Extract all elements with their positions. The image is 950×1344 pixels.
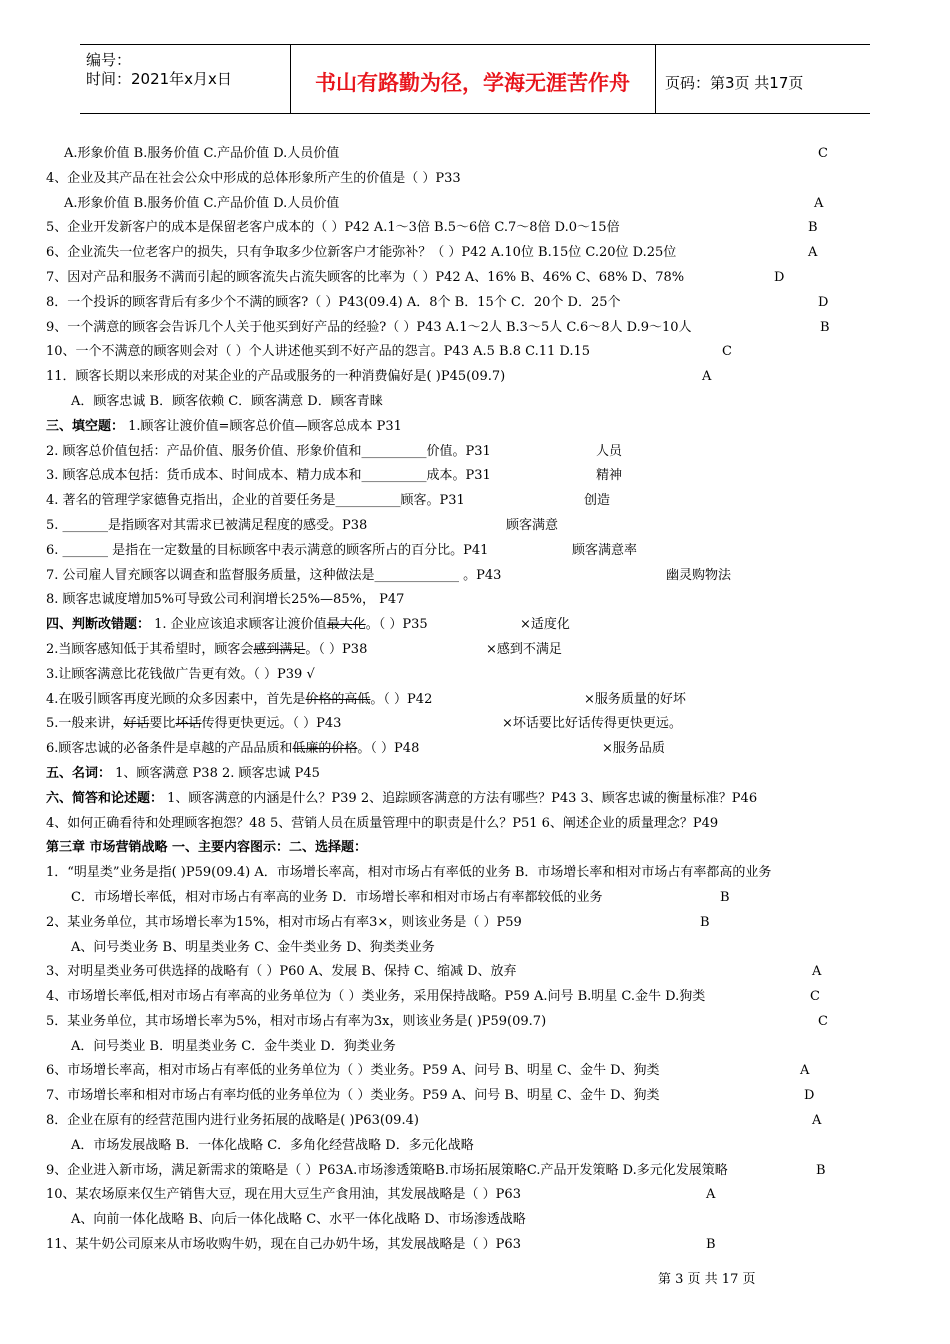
question-line <box>46 762 916 787</box>
answer-key: 人员 <box>596 443 623 459</box>
answer-key: C <box>810 989 820 1005</box>
question-text: 6.顾客忠诚的必备条件是卓越的产品品质和低廉的价格。（ ）P48 <box>46 741 420 757</box>
question-line <box>46 241 916 266</box>
page-header <box>80 44 870 114</box>
question-text: 2、某业务单位，其市场增长率为15%，相对市场占有率3×，则该业务是（ ）P59 <box>46 914 522 930</box>
time-label: 时间：2021年x月x日 <box>86 70 232 88</box>
question-line <box>46 1183 916 1208</box>
question-line <box>46 415 916 440</box>
question-line <box>46 1159 916 1184</box>
question-line <box>46 787 916 812</box>
answer-key: A <box>812 964 822 980</box>
header-info <box>86 51 232 89</box>
answer-key: 创造 <box>584 493 611 509</box>
question-text: 三、填空题： 1.顾客让渡价值=顾客总价值—顾客总成本 P31 <box>46 418 402 434</box>
answer-key: A <box>800 1063 810 1079</box>
question-line <box>46 192 916 217</box>
answer-key: A <box>808 245 818 261</box>
question-text: 3、对明星类业务可供选择的战略有（ ）P60 A、发展 B、保持 C、缩减 D、放弃 <box>46 964 517 980</box>
question-line <box>46 663 916 688</box>
answer-key: B <box>700 914 710 930</box>
answer-key: ×适度化 <box>520 617 570 633</box>
answer-key: ×感到不满足 <box>486 641 562 657</box>
question-line <box>46 316 916 341</box>
answer-key: 顾客满意 <box>506 517 559 533</box>
answer-key: B <box>808 220 818 236</box>
question-line <box>46 1084 916 1109</box>
answer-key: ×服务质量的好坏 <box>584 691 686 707</box>
question-text: 11．顾客长期以来形成的对某企业的产品或服务的一种消费偏好是( )P45(09.7) <box>46 369 506 385</box>
question-line <box>46 390 916 415</box>
question-text: A．市场发展战略 B．一体化战略 C．多角化经营战略 D．多元化战略 <box>71 1137 474 1153</box>
question-text: 3. 顾客总成本包括：货币成本、时间成本、精力成本和__________成本。P31 <box>46 468 491 484</box>
question-line <box>46 1208 916 1233</box>
question-text: A、问号类业务 B、明星类业务 C、金牛类业务 D、狗类类业务 <box>71 939 435 955</box>
question-line <box>46 812 916 837</box>
answer-key: A <box>706 1187 716 1203</box>
question-text: 10、某农场原来仅生产销售大豆，现在用大豆生产食用油，其发展战略是（ ）P63 <box>46 1187 521 1203</box>
header-divider <box>655 45 656 113</box>
question-text: 2.当顾客感知低于其希望时，顾客会感到满足。（ ）P38 <box>46 641 368 657</box>
question-text: 9、企业进入新市场，满足新需求的策略是（ ）P63A.市场渗透策略B.市场拓展策略C.产品开发策略 D.多元化发展策略 <box>46 1162 728 1178</box>
question-text: A、向前一体化战略 B、向后一体化战略 C、水平一体化战略 D、市场渗透战略 <box>71 1212 526 1228</box>
question-text: 5. _______是指顾客对其需求已被满足程度的感受。P38 <box>46 517 368 533</box>
question-text: 6. _______ 是指在一定数量的目标顾客中表示满意的顾客所占的百分比。P41 <box>46 542 489 558</box>
question-text: 10、一个不满意的顾客则会对（ ）个人讲述他买到不好产品的怨言。P43 A.5 B.8 C.11 D.15 <box>46 344 591 360</box>
answer-key: A <box>814 195 824 211</box>
question-text: 五、名词： 1、顾客满意 P38 2. 顾客忠诚 P45 <box>46 765 320 781</box>
header-motto: 书山有路勤为径，学海无涯苦作舟 <box>315 71 630 95</box>
question-text: 6、市场增长率高，相对市场占有率低的业务单位为（ ）类业务。P59 A、问号 B、明星 C、金牛 D、狗类 <box>46 1063 660 1079</box>
question-text: 4、企业及其产品在社会公众中形成的总体形象所产生的价值是（ ）P33 <box>46 170 461 186</box>
question-text: 6、企业流失一位老客户的损失，只有争取多少位新客户才能弥补？（ ）P42 A.10位 B.15位 C.20位 D.25位 <box>46 245 677 261</box>
answer-key: ×服务品质 <box>602 741 665 757</box>
question-line <box>46 266 916 291</box>
question-line <box>46 365 916 390</box>
question-line <box>46 1010 916 1035</box>
question-line <box>46 960 916 985</box>
question-text: 7、因对产品和服务不满而引起的顾客流失占流失顾客的比率为（ ）P42 A、16% B、46% C、68% D、78% <box>46 269 685 285</box>
question-line <box>46 688 916 713</box>
question-text: 5.一般来讲，好话要比坏话传得更快更远。（ ）P43 <box>46 716 342 732</box>
answer-key: C <box>722 344 732 360</box>
question-text: 5、企业开发新客户的成本是保留老客户成本的（ ）P42 A.1～3倍 B.5～6倍 C.7～8倍 D.0～15倍 <box>46 220 620 236</box>
header-page-number: 页码：第3页 共17页 <box>665 74 804 92</box>
question-line <box>46 464 916 489</box>
question-line <box>46 340 916 365</box>
answer-key: D <box>804 1088 815 1104</box>
question-text: 7、市场增长率和相对市场占有率均低的业务单位为（ ）类业务。P59 A、问号 B、明星 C、金牛 D、狗类 <box>46 1088 660 1104</box>
question-text: 4.在吸引顾客再度光顾的众多因素中，首先是价格的高低。（ ）P42 <box>46 691 433 707</box>
question-line <box>46 588 916 613</box>
answer-key: B <box>720 889 730 905</box>
question-text: 4、市场增长率低,相对市场占有率高的业务单位为（ ）类业务，采用保持战略。P59 A.问号 B.明星 C.金牛 D.狗类 <box>46 989 706 1005</box>
question-line <box>46 291 916 316</box>
question-line <box>46 911 916 936</box>
question-text: C．市场增长率低，相对市场占有率高的业务 D．市场增长率和相对市场占有率都较低的业务 <box>71 889 603 905</box>
question-text: 4. 著名的管理学家德鲁克指出，企业的首要任务是__________顾客。P31 <box>46 493 465 509</box>
question-text: 第三章 市场营销战略 一、主要内容图示：二、选择题： <box>46 840 368 856</box>
question-text: 5．某业务单位，其市场增长率为5%，相对市场占有率为3x，则该业务是( )P59(09.7) <box>46 1013 547 1029</box>
question-line <box>46 985 916 1010</box>
question-line <box>46 216 916 241</box>
question-text: 4、如何正确看待和处理顾客抱怨？48 5、营销人员在质量管理中的职责是什么？P51 6、阐述企业的质量理念？P49 <box>46 815 719 831</box>
question-text: 1．“明星类”业务是指( )P59(09.4) A．市场增长率高，相对市场占有率低的业务 B．市场增长率和相对市场占有率都高的业务 <box>46 865 772 881</box>
answer-key: A <box>702 369 712 385</box>
answer-key: B <box>706 1237 716 1253</box>
answer-key: D <box>774 269 785 285</box>
question-text: 9、一个满意的顾客会告诉几个人关于他买到好产品的经验?（ ）P43 A.1～2人 B.3～5人 C.6～8人 D.9～10人 <box>46 319 692 335</box>
answer-key: A <box>812 1113 822 1129</box>
question-text: 11、某牛奶公司原来从市场收购牛奶，现在自己办奶牛场，其发展战略是（ ）P63 <box>46 1237 521 1253</box>
question-line <box>46 167 916 192</box>
answer-key: B <box>820 319 830 335</box>
question-line <box>46 1134 916 1159</box>
answer-key: B <box>816 1162 826 1178</box>
answer-key: C <box>818 146 828 161</box>
question-line <box>46 936 916 961</box>
answer-key: 精神 <box>596 468 623 484</box>
answer-key: 幽灵购物法 <box>666 567 732 583</box>
question-line <box>46 539 916 564</box>
question-line <box>46 638 916 663</box>
question-text: A．问号类业 B．明星类业务 C．金牛类业 D．狗类业务 <box>71 1038 396 1054</box>
question-text: A．顾客忠诚 B．顾客依赖 C．顾客满意 D．顾客青睐 <box>71 393 383 409</box>
question-line <box>46 836 916 861</box>
question-line <box>46 1233 916 1258</box>
question-line <box>46 440 916 465</box>
question-line <box>46 861 916 886</box>
question-line <box>46 489 916 514</box>
question-text: 8. 顾客忠诚度增加5%可导致公司利润增长25%—85%， P47 <box>46 592 405 608</box>
answer-key: ×坏话要比好话传得更快更远。 <box>502 716 682 732</box>
document-body <box>46 142 916 1258</box>
answer-key: C <box>818 1013 828 1029</box>
question-text: 六、简答和论述题： 1、顾客满意的内涵是什么？P39 2、追踪顾客满意的方法有哪些？P43 3、顾客忠诚的衡量标准？P46 <box>46 790 758 806</box>
serial-label: 编号： <box>86 51 132 69</box>
question-line <box>46 886 916 911</box>
question-text: 7. 公司雇人冒充顾客以调查和监督服务质量，这种做法是_____________ 。P43 <box>46 567 502 583</box>
question-line <box>46 1035 916 1060</box>
question-text: A.形象价值 B.服务价值 C.产品价值 D.人员价值 <box>64 195 340 211</box>
question-line <box>46 514 916 539</box>
question-line <box>46 1059 916 1084</box>
question-line <box>46 1109 916 1134</box>
question-text: 2. 顾客总价值包括：产品价值、服务价值、形象价值和__________价值。P31 <box>46 443 491 459</box>
question-line <box>46 712 916 737</box>
question-line <box>46 613 916 638</box>
question-text: A.形象价值 B.服务价值 C.产品价值 D.人员价值 <box>64 146 340 161</box>
question-text: 四、判断改错题： 1. 企业应该追求顾客让渡价值最大化。（ ）P35 <box>46 617 428 633</box>
question-line <box>46 142 916 167</box>
question-line <box>46 564 916 589</box>
answer-key: 顾客满意率 <box>572 542 638 558</box>
answer-key: D <box>818 294 829 310</box>
question-text: 8．企业在原有的经营范围内进行业务拓展的战略是( )P63(09.4) <box>46 1113 419 1129</box>
question-text: 3.让顾客满意比花钱做广告更有效。（ ）P39 √ <box>46 666 315 682</box>
question-line <box>46 737 916 762</box>
page-footer: 第 3 页 共 17 页 <box>658 1272 756 1287</box>
question-text: 8．一个投诉的顾客背后有多少个不满的顾客?（ ）P43(09.4) A．8个 B．15个 C．20个 D．25个 <box>46 294 621 310</box>
